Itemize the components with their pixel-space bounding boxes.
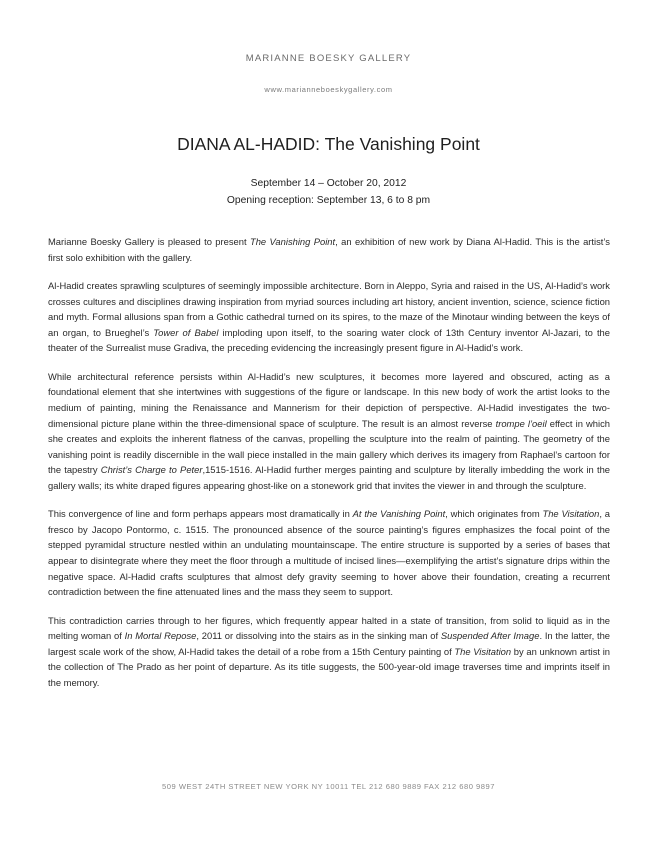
text-segment: This convergence of line and form perhaps appears most dramatically in: [48, 508, 353, 520]
exhibition-dates: [0, 175, 657, 209]
artwork-title: In Mortal Repose: [124, 630, 197, 642]
text-segment: imploding upon itself, to the soaring water clock of 13th Century inventor Al-Jazari, to the theater of the Surrealist muse Gradiva, the preceding evidencing the increasingly present figure in Al-Hadid’s work.: [48, 326, 610, 354]
paragraph-convergence: [48, 506, 610, 600]
text-segment: by an unknown artist in the collection of The Prado as her point of departure. As its title suggests, the 500-year-old image traverses time and imprints itself in the memory.: [48, 645, 610, 689]
artwork-title: The Visitation: [454, 645, 512, 657]
artwork-title: At the Vanishing Point: [352, 508, 446, 520]
paragraph-architecture: [48, 369, 610, 494]
gallery-url: www.marianneboeskygallery.com: [264, 85, 393, 94]
press-release-body: [48, 234, 610, 703]
exhibition-run-dates: September 14 – October 20, 2012: [250, 178, 407, 189]
gallery-address-footer: 509 WEST 24TH STREET NEW YORK NY 10011 TEL 212 680 9889 FAX 212 680 9897: [162, 782, 495, 791]
text-segment: , an exhibition of new work by Diana Al-Hadid. This is the artist’s first solo exhibition with the gallery.: [48, 236, 610, 263]
text-segment: effect in which she creates and exploits the inherent flatness of the canvas, propelling the sculpture into the realm of painting. The geometry of the vanishing point is readily discernible in the wall piece installed in the main gallery which derives its imagery from Raphael’s cartoon for the tapestry: [48, 417, 610, 476]
paragraph-background: [48, 278, 610, 356]
text-segment: ,1515-1516. Al-Hadid further merges painting and sculpture by literally imbedding the work in the gallery walls; its white draped figures appearing ghost-like on a stonework grid that invites the viewer in and through the sculpture.: [48, 464, 610, 491]
text-segment: , a fresco by Jacopo Pontormo, c. 1515. The pronounced absence of the source painting’s figures emphasizes the focal point of the stepped pyramidal structure nestled within an undulating mountainscape. The entire structure is supported by a series of bases that appear to disintegrate where they meet the floor through a multitude of incised lines—exemplifying the artist’s signature drips within the negative space. Al-Hadid crafts sculptures that almost defy gravity seeming to hover above their foundation, creating a recurrent contradiction between the fine attenuated lines and the mass they seem to support.: [48, 508, 610, 598]
artwork-title: The Vanishing Point: [249, 236, 336, 247]
text-segment: While architectural reference persists within Al-Hadid’s new sculptures, it becomes more layered and obscured, acting as a foundational element that she intertwines with suggestions of the figure or landscape. In this new body of work the artist looks to the medium of painting, mining the Renaissance and Mannerism for their depiction of perspective. Al-Hadid investigates the two-dimensional picture plane within the three-dimensional space of sculpture. The result is an almost reverse: [48, 370, 610, 429]
artwork-title: The Visitation: [542, 508, 600, 520]
paragraph-contradiction: [48, 613, 610, 691]
text-segment: , which originates from: [445, 508, 543, 520]
opening-reception: Opening reception: September 13, 6 to 8 pm: [226, 195, 431, 206]
gallery-name-header: MARIANNE BOESKY GALLERY: [245, 53, 412, 64]
italic-term: trompe l’oeil: [495, 417, 547, 429]
artwork-title: Suspended After Image: [440, 630, 540, 642]
exhibition-title: DIANA AL-HADID: The Vanishing Point: [177, 134, 480, 154]
artwork-title: Tower of Babel: [153, 326, 219, 338]
artwork-title: Christ’s Charge to Peter: [100, 464, 203, 476]
text-segment: Al-Hadid creates sprawling sculptures of seemingly impossible architecture. Born in Aleppo, Syria and raised in the US, Al-Hadid’s work crosses cultures and disciplines drawing inspiration from myriad sources including art history, ancient invention, science, science fiction and myth. Formal allusions span from a Gothic cathedral turned on its spires, to the maze of the Minotaur winding between the keys of an organ, to Brueghel’s: [48, 279, 610, 338]
text-segment: . In the latter, the largest scale work of the show, Al-Hadid takes the detail of a robe from a 15th Century painting of: [48, 630, 611, 657]
text-segment: Marianne Boesky Gallery is pleased to present: [48, 236, 250, 247]
text-segment: This contradiction carries through to her figures, which frequently appear halted in a state of transition, from solid to liquid as in the melting woman of: [48, 614, 610, 642]
text-segment: , 2011 or dissolving into the stairs as in the sinking man of: [196, 630, 441, 642]
paragraph-intro: [48, 234, 610, 265]
